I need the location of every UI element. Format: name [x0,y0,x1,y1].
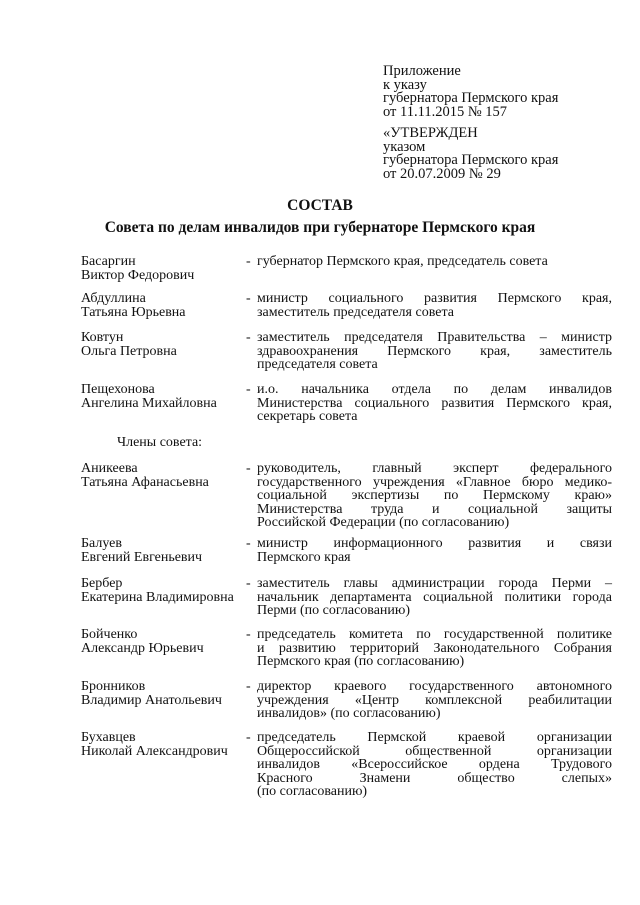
member-surname: Бронников [81,679,146,694]
entry-dash: - [246,382,251,397]
position-line: председателя совета [257,357,378,372]
position-line: и развитию территорий Законодательного Собрания [257,640,612,656]
member-name [81,680,246,707]
member-name [81,255,246,282]
approved-line: губернатора Пермского края [383,152,559,168]
approved-line: «УТВЕРЖДЕН [383,125,478,141]
member-position [257,680,612,721]
appendix-block [383,65,558,119]
position-line: Пермского края [257,549,351,565]
appendix-line: от 11.11.2015 № 157 [383,103,508,120]
member-position [257,383,612,424]
position-line: социальной экспертизы по Пермскому краю» [257,488,612,503]
position-line: инвалидов» (по согласованию) [257,706,441,721]
position-line: инвалидов «Всероссийское ордена Трудового [257,757,612,772]
member-name [81,537,246,564]
member-given-names: Татьяна Юрьевна [81,304,186,320]
entry-dash: - [246,730,251,745]
position-line: здравоохранения Пермского края, заместитель [257,343,612,359]
position-line: министр социального развития Пермского края, [257,291,612,306]
position-line: заместитель главы администрации города Перми – [257,576,612,591]
member-given-names: Александр Юрьевич [81,640,204,656]
position-line: Министерства социального развития Пермского края, [257,395,612,411]
position-line: Министерства труда и социальной защиты [257,501,612,517]
appendix-line: губернатора Пермского края [383,90,559,106]
position-line: губернатор Пермского края, председатель совета [257,254,548,269]
member-given-names: Татьяна Афанасьевна [81,474,209,490]
member-position [257,731,612,799]
member-surname: Бойченко [81,627,138,642]
document-subtitle: Совета по делам инвалидов при губернаторе Пермского края [104,219,536,236]
member-name [81,731,246,758]
approved-line: от 20.07.2009 № 29 [383,165,501,182]
position-line: (по согласованию) [257,784,368,799]
position-line: и.о. начальника отдела по делам инвалидов [257,382,612,397]
member-given-names: Николай Александрович [81,743,228,759]
member-given-names: Ольга Петровна [81,343,177,359]
entry-dash: - [246,291,251,306]
entry-dash: - [246,576,251,591]
entry-dash: - [246,330,251,345]
entry-dash: - [246,461,251,476]
position-line: начальник департамента социальной политики города [257,589,612,605]
member-given-names: Владимир Анатольевич [81,692,222,708]
position-line: секретарь совета [257,409,358,424]
entry-dash: - [246,679,251,694]
member-surname: Басаргин [81,254,136,269]
position-line: председатель комитета по государственной политике [257,627,612,642]
entry-dash: - [246,627,251,642]
member-given-names: Ангелина Михайловна [81,395,217,411]
member-position [257,628,612,669]
member-given-names: Екатерина Владимировна [81,589,234,605]
position-line: заместитель председателя совета [257,304,454,320]
position-line: заместитель председателя Правительства – министр [257,330,612,345]
document-title: СОСТАВ [287,197,353,214]
member-name [81,462,246,489]
member-surname: Пещехонова [81,382,155,397]
entry-dash: - [246,254,251,269]
member-name [81,628,246,655]
member-given-names: Виктор Федорович [81,267,195,283]
appendix-line: Приложение [383,63,461,79]
member-name [81,331,246,358]
members-label: Члены совета: [117,435,203,450]
position-line: Российской Федерации (по согласованию) [257,515,510,530]
member-name [81,383,246,410]
member-position [257,537,612,564]
position-line: Красного Знамени общество слепых» [257,770,612,786]
position-line: Общероссийской общественной организации [257,743,612,759]
position-line: министр информационного развития и связи [257,536,612,551]
entry-dash: - [246,536,251,551]
member-surname: Ковтун [81,330,124,345]
position-line: директор краевого государственного автономного [257,679,612,694]
member-position [257,577,612,618]
position-line: руководитель, главный эксперт федерального [257,461,612,476]
position-line: председатель Пермской краевой организации [257,730,612,745]
member-position [257,292,612,319]
member-position [257,462,612,530]
member-name [81,292,246,319]
position-line: государственного учреждения «Главное бюро медико- [257,474,612,490]
member-surname: Бухавцев [81,730,136,745]
member-surname: Бербер [81,576,123,591]
position-line: учреждения «Центр комплексной реабилитации [257,692,612,708]
member-position [257,331,612,372]
appendix-line: к указу [383,76,427,93]
approved-block [383,127,558,181]
position-line: Перми (по согласованию) [257,603,411,618]
member-surname: Абдуллина [81,291,146,306]
position-line: Пермского края (по согласованию) [257,654,465,669]
member-name [81,577,246,604]
member-surname: Балуев [81,536,123,551]
member-given-names: Евгений Евгеньевич [81,549,203,565]
member-position [257,255,612,269]
member-surname: Аникеева [81,461,138,476]
approved-line: указом [383,138,426,155]
